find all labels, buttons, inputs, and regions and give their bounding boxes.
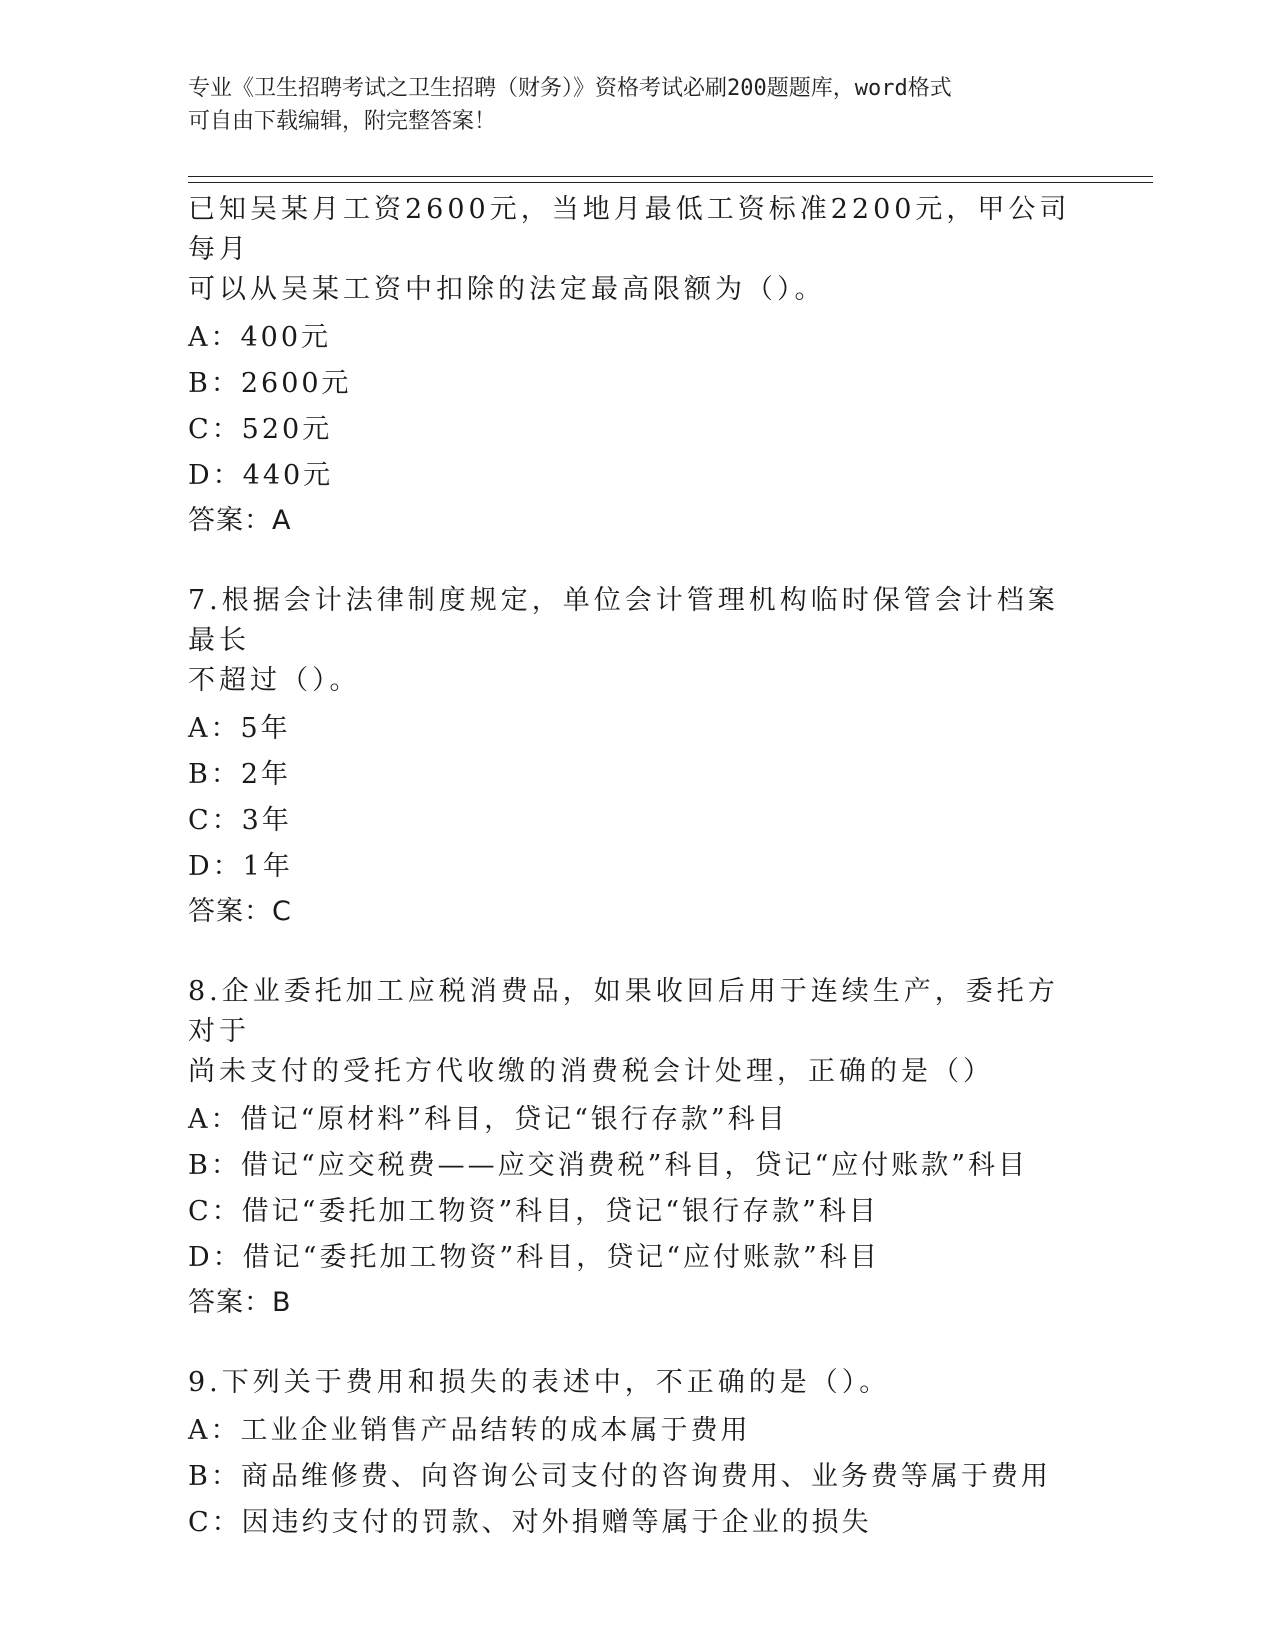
question-text-line-1: 已知吴某月工资2600元，当地月最低工资标准2200元，甲公司每月	[188, 194, 1071, 265]
option-b: B：2年	[188, 759, 292, 790]
header-line-1: 专业《卫生招聘考试之卫生招聘（财务）》资格考试必刷200题题库，word格式	[188, 76, 952, 101]
option-a: A：借记“原材料”科目，贷记“银行存款”科目	[188, 1104, 788, 1135]
question-text-line-2: 尚未支付的受托方代收缴的消费税会计处理，正确的是（）	[188, 1056, 994, 1087]
option-d: D：440元	[188, 460, 334, 491]
option-c: C：因违约支付的罚款、对外捐赠等属于企业的损失	[188, 1507, 872, 1538]
question-text-line-1: 7.根据会计法律制度规定，单位会计管理机构临时保管会计档案最长	[188, 585, 1059, 656]
header-line-2: 可自由下载编辑，附完整答案！	[188, 109, 497, 134]
option-d: D：1年	[188, 851, 293, 882]
question-6	[188, 190, 1088, 543]
option-c: C：3年	[188, 805, 292, 836]
option-d: D：借记“委托加工物资”科目，贷记“应付账款”科目	[188, 1242, 880, 1273]
option-a: A：400元	[188, 322, 332, 353]
answer: 答案：A	[188, 505, 292, 536]
question-8	[188, 972, 1088, 1325]
question-text-line-1: 8.企业委托加工应税消费品，如果收回后用于连续生产，委托方对于	[188, 976, 1059, 1047]
option-a: A：5年	[188, 713, 291, 744]
question-text	[188, 581, 1088, 701]
question-text-line-2: 可以从吴某工资中扣除的法定最高限额为（）。	[188, 274, 826, 305]
answer: 答案：C	[188, 896, 292, 927]
question-text-line-1: 9.下列关于费用和损失的表述中，不正确的是（）。	[188, 1367, 891, 1398]
option-a: A：工业企业销售产品结转的成本属于费用	[188, 1415, 751, 1446]
option-b: B：商品维修费、向咨询公司支付的咨询费用、业务费等属于费用	[188, 1461, 1051, 1492]
question-list	[188, 190, 1088, 1584]
header-divider-top	[188, 176, 1153, 177]
option-b: B：借记“应交税费——应交消费税”科目，贷记“应付账款”科目	[188, 1150, 1029, 1181]
option-c: C：520元	[188, 414, 333, 445]
question-text-line-2: 不超过（）。	[188, 665, 361, 696]
option-b: B：2600元	[188, 368, 352, 399]
answer: 答案：B	[188, 1287, 292, 1318]
question-7	[188, 581, 1088, 934]
question-text	[188, 190, 1088, 310]
question-text	[188, 1363, 1088, 1403]
option-c: C：借记“委托加工物资”科目，贷记“银行存款”科目	[188, 1196, 879, 1227]
header-divider-bottom	[188, 182, 1153, 183]
question-9	[188, 1363, 1088, 1546]
document-header	[188, 72, 1068, 138]
question-text	[188, 972, 1088, 1092]
